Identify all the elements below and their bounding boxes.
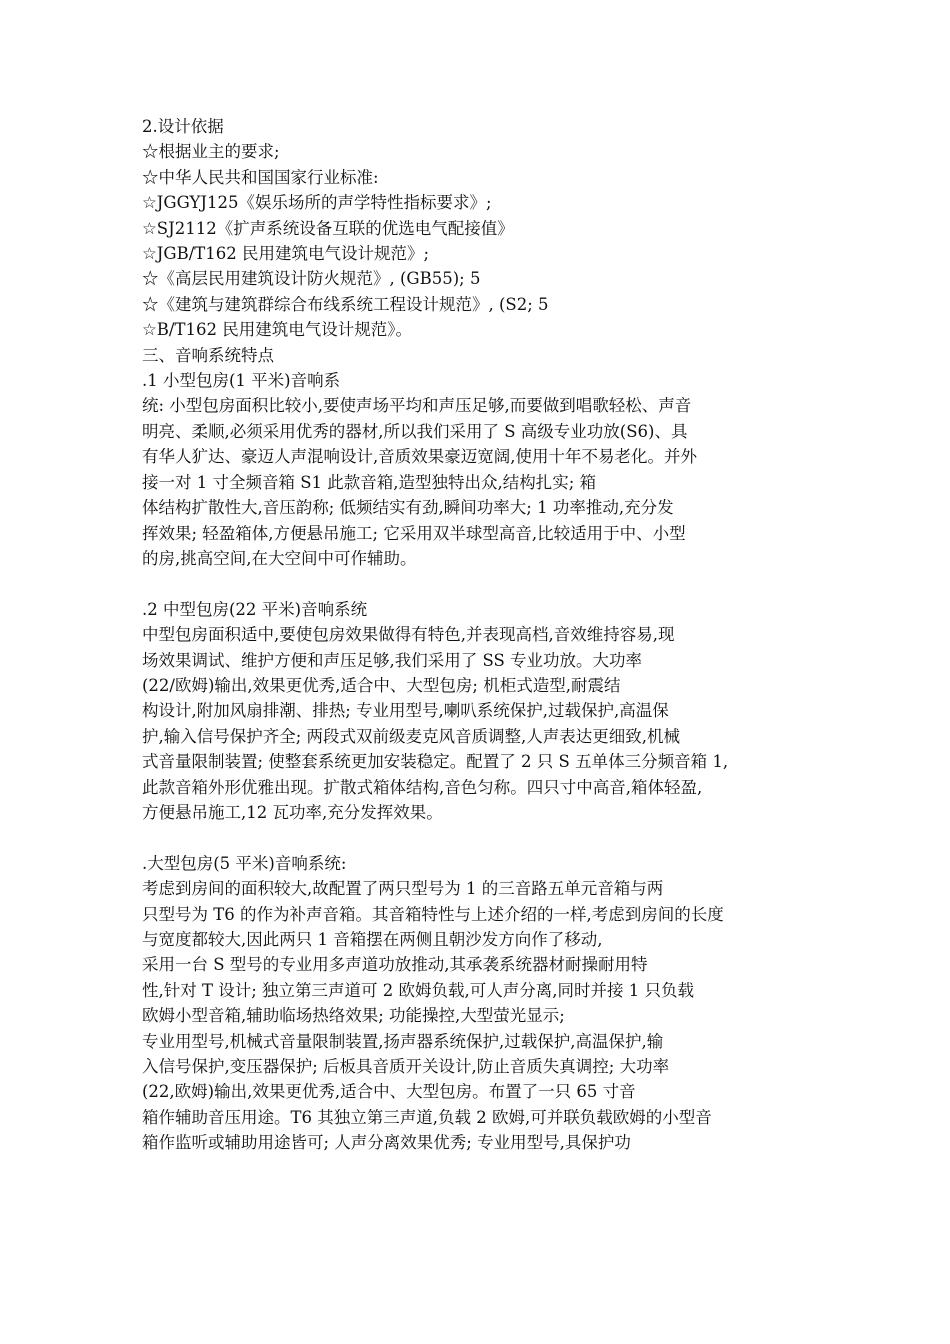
- subsection-heading: .大型包房(5 平米)音响系统:: [142, 853, 347, 873]
- document-body: [142, 114, 822, 1156]
- text-line: 接一对 1 寸全频音箱 S1 此款音箱,造型独特出众,结构扎实; 箱: [142, 472, 597, 492]
- text-line: ☆根据业主的要求;: [142, 142, 280, 162]
- section-heading: 2.设计依据: [142, 117, 224, 136]
- text-line: 专业用型号,机械式音量限制装置,扬声器系统保护,过载保护,高温保护,输: [142, 1031, 664, 1051]
- text-line: 统: 小型包房面积比较小,要使声场平均和声压足够,而要做到唱歌轻松、声音: [142, 396, 692, 416]
- subsection-heading: .1 小型包房(1 平米)音响系: [142, 371, 341, 391]
- text-line: 明亮、柔顺,必须采用优秀的器材,所以我们采用了 S 高级专业功放(S6)、具: [142, 421, 688, 441]
- text-line: 箱作辅助音压用途。T6 其独立第三声道,负载 2 欧姆,可并联负载欧姆的小型音: [142, 1107, 712, 1127]
- text-line: 性,针对 T 设计; 独立第三声道可 2 欧姆负载,可人声分离,同时并接 1 只负载: [142, 980, 695, 1000]
- text-line: ☆《高层民用建筑设计防火规范》, (GB55); 5: [142, 269, 481, 289]
- text-line: 与宽度都较大,因此两只 1 音箱摆在两侧且朝沙发方向作了移动,: [142, 929, 603, 949]
- text-line: 入信号保护,变压器保护; 后板具音质开关设计,防止音质失真调控; 大功率: [142, 1057, 670, 1076]
- text-line: 挥效果; 轻盈箱体,方便悬吊施工; 它采用双半球型高音,比较适用于中、小型: [142, 523, 686, 543]
- subsection-heading: .2 中型包房(22 平米)音响系统: [142, 599, 368, 619]
- text-line: 有华人犷达、豪迈人声混响设计,音质效果豪迈宽阔,使用十年不易老化。并外: [142, 447, 697, 467]
- blank-line: [142, 571, 822, 596]
- text-line: 的房,挑高空间,在大空间中可作辅助。: [142, 548, 417, 568]
- text-line: ☆《建筑与建筑群综合布线系统工程设计规范》, (S2; 5: [142, 294, 549, 314]
- text-line: ☆SJ2112《扩声系统设备互联的优选电气配接值》: [142, 218, 514, 238]
- text-line: 构设计,附加风扇排潮、排热; 专业用型号,喇叭系统保护,过载保护,高温保: [142, 701, 669, 721]
- text-line: 考虑到房间的面积较大,故配置了两只型号为 1 的三音路五单元音箱与两: [142, 879, 664, 899]
- text-line: 只型号为 T6 的作为补声音箱。其音箱特性与上述介绍的一样,考虑到房间的长度: [142, 904, 724, 924]
- text-line: 方便悬吊施工,12 瓦功率,充分发挥效果。: [142, 802, 443, 822]
- text-line: 箱作监听或辅助用途皆可; 人声分离效果优秀; 专业用型号,具保护功: [142, 1133, 631, 1153]
- text-line: 采用一台 S 型号的专业用多声道功放推动,其承袭系统器材耐操耐用特: [142, 955, 648, 975]
- blank-line: [142, 825, 822, 850]
- text-line: 欧姆小型音箱,辅助临场热络效果; 功能操控,大型萤光显示;: [142, 1006, 565, 1026]
- text-line: 此款音箱外形优雅出现。扩散式箱体结构,音色匀称。四只寸中高音,箱体轻盈,: [142, 777, 703, 797]
- text-line: 场效果调试、维护方便和声压足够,我们采用了 SS 专业功放。大功率: [142, 650, 643, 670]
- text-line: 式音量限制装置; 使整套系统更加安装稳定。配置了 2 只 S 五单体三分频音箱 1,: [142, 752, 729, 772]
- text-line: ☆B/T162 民用建筑电气设计规范》。: [142, 320, 412, 340]
- section-heading: 三、音响系统特点: [142, 345, 274, 365]
- text-line: ☆JGB/T162 民用建筑电气设计规范》;: [142, 244, 430, 264]
- text-line: 体结构扩散性大,音压韵称; 低频结实有劲,瞬间功率大; 1 功率推动,充分发: [142, 498, 674, 518]
- text-line: 护,输入信号保护齐全; 两段式双前级麦克风音质调整,人声表达更细致,机械: [142, 726, 681, 746]
- text-line: (22,欧姆)输出,效果更优秀,适合中、大型包房。布置了一只 65 寸音: [142, 1082, 636, 1102]
- text-line: (22/欧姆)输出,效果更优秀,适合中、大型包房; 机柜式造型,耐震结: [142, 675, 621, 695]
- text-line: 中型包房面积适中,要使包房效果做得有特色,并表现高档,音效维持容易,现: [142, 625, 675, 645]
- text-line: ☆JGGYJ125《娱乐场所的声学特性指标要求》;: [142, 193, 492, 213]
- text-line: ☆中华人民共和国国家行业标准:: [142, 167, 379, 187]
